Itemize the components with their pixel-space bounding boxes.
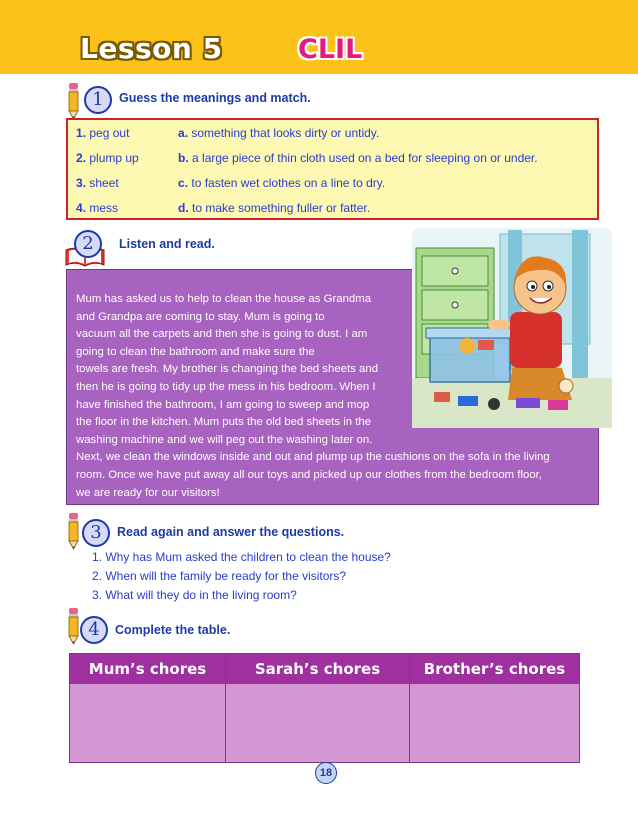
passage-line: then he is going to tidy up the mess in his bedroom. When I	[76, 381, 376, 393]
passage-line: and Grandpa are coming to stay. Mum is going to	[76, 310, 325, 323]
section-2-heading: Listen and read.	[119, 237, 215, 251]
column-header-mum: Mum’s chores	[88, 660, 207, 678]
subject-title: CLIL	[298, 34, 363, 65]
term: sheet	[89, 176, 119, 190]
column-divider	[409, 654, 410, 762]
page-header	[0, 0, 638, 74]
section-2-number: 2	[74, 230, 102, 258]
chores-table	[69, 653, 580, 763]
passage-line: room. Once we have put away all our toys and picked up our clothes from the bedroom floor,	[76, 469, 542, 481]
section-1-heading: Guess the meanings and match.	[119, 91, 311, 105]
matching-box	[66, 118, 599, 220]
passage-line: vacuum all the carpets and then she is going to dust. I am	[76, 328, 368, 341]
table-header-row	[70, 654, 579, 684]
term: peg out	[89, 126, 130, 140]
question: 3. What will they do in the living room?	[92, 588, 297, 602]
passage-line: Next, we clean the windows inside and out and plump up the cushions on the sofa in the living	[76, 451, 550, 464]
passage-line: we are ready for our visitors!	[76, 486, 220, 499]
definition: to make something fuller or fatter.	[192, 201, 371, 215]
passage-line: Mum has asked us to help to clean the house as Grandma	[76, 293, 372, 305]
section-4-number: 4	[80, 616, 108, 644]
definition: to fasten wet clothes on a line to dry.	[191, 176, 386, 190]
passage-line: the floor in the kitchen. Mum puts the old bed sheets in the	[76, 416, 372, 429]
passage-line: going to clean the bathroom and make sure the	[76, 345, 315, 358]
definition: something that looks dirty or untidy.	[191, 126, 380, 140]
match-row: 2. plump up b. a large piece of thin cloth used on a bed for sleeping on or under.	[76, 151, 538, 165]
section-3-number: 3	[82, 519, 110, 547]
page-number: 18	[315, 762, 337, 784]
term: plump up	[89, 151, 139, 165]
section-3-heading: Read again and answer the questions.	[117, 525, 345, 539]
column-header-sarah: Sarah’s chores	[254, 660, 381, 678]
definition: a large piece of thin cloth used on a bed for sleeping on or under.	[192, 151, 538, 165]
boy-tidying-toys-illustration	[412, 228, 612, 428]
column-divider	[225, 654, 226, 762]
passage-line: have finished the bathroom, I am going to sweep and mop	[76, 398, 370, 411]
passage-line: washing machine and we will peg out the washing later on.	[76, 433, 373, 446]
match-row: 1. peg out a. something that looks dirty or untidy.	[76, 126, 380, 140]
lesson-title: Lesson 5	[80, 32, 223, 65]
column-header-brother: Brother’s chores	[423, 660, 566, 678]
passage-line: towels are fresh. My brother is changing the bed sheets and	[76, 363, 379, 376]
match-row: 3. sheet c. to fasten wet clothes on a line to dry.	[76, 176, 386, 190]
table-answer-row	[70, 684, 579, 762]
match-row: 4. mess d. to make something fuller or fatter.	[76, 201, 371, 215]
section-1-number: 1	[84, 86, 112, 114]
term: mess	[89, 201, 119, 215]
question: 2. When will the family be ready for the visitors?	[92, 569, 347, 583]
section-4-heading: Complete the table.	[115, 623, 231, 637]
question: 1. Why has Mum asked the children to clean the house?	[92, 550, 391, 564]
